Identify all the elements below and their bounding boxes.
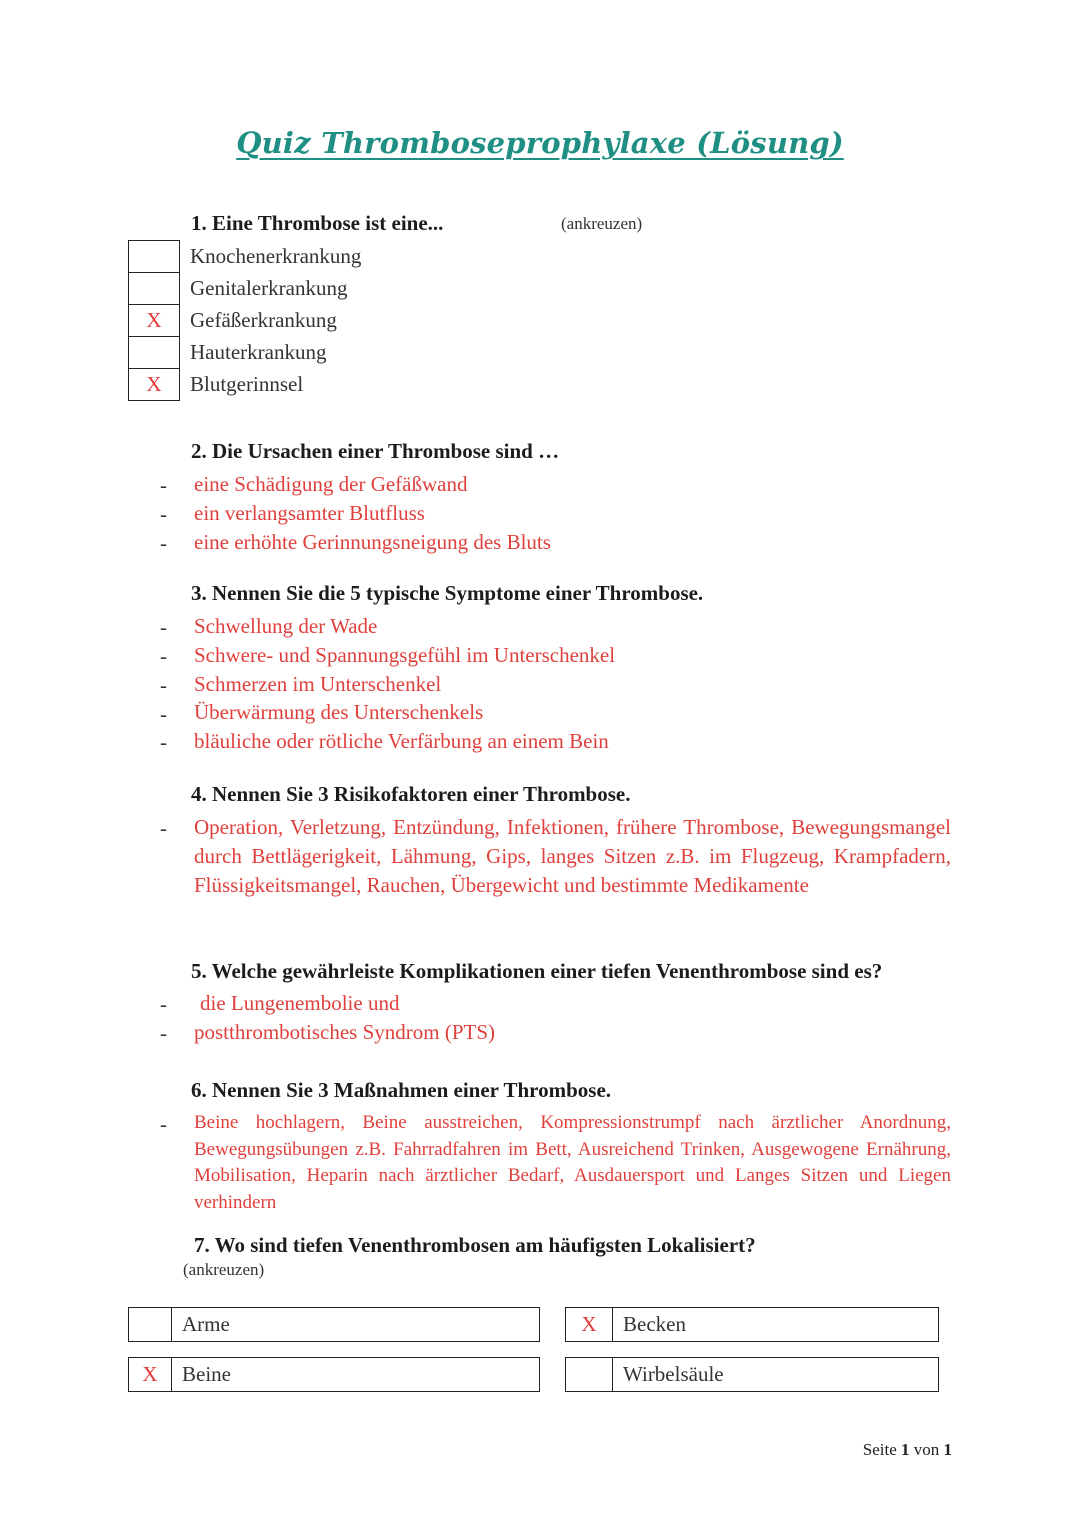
question-1-note: (ankreuzen)	[561, 214, 643, 233]
option-label: Knochenerkrankung	[190, 244, 362, 268]
answer-item: eine Schädigung der Gefäßwand	[194, 472, 468, 496]
answer-item: bläuliche oder rötliche Verfärbung an einem Bein	[194, 729, 609, 753]
answer-item: Schwellung der Wade	[194, 614, 378, 638]
answer-item: postthrombotisches Syndrom (PTS)	[194, 1020, 496, 1044]
answer-item: Schwere- und Spannungsgefühl im Unterschenkel	[194, 643, 616, 667]
checkbox[interactable]: X	[129, 305, 180, 337]
bullet-dash: -	[160, 615, 167, 639]
location-option-wirbelsaeule	[565, 1357, 939, 1392]
question-1-options	[128, 240, 362, 401]
bullet-dash: -	[160, 502, 167, 526]
current-page: 1	[901, 1440, 910, 1459]
checkbox[interactable]: X	[129, 1358, 172, 1391]
option-label: Gefäßerkrankung	[190, 308, 337, 332]
option-row	[129, 337, 362, 369]
bullet-dash: -	[160, 992, 167, 1016]
location-option-beine	[128, 1357, 540, 1392]
answer-paragraph: Operation, Verletzung, Entzündung, Infektionen, frühere Thrombose, Bewegungsmangel durch Bettlägerigkeit, Lähmung, Gips, langes Sitzen z.B. im Flugzeug, Krampfadern, Flüssigkeitsmangel, Rauchen, Übergewicht und bestimmte Medikamente	[194, 815, 951, 897]
question-5: 5. Welche gewährleiste Komplikationen einer tiefen Venenthrombose sind es?	[191, 959, 883, 983]
checkbox[interactable]: X	[129, 369, 180, 401]
checkbox[interactable]: X	[566, 1308, 613, 1341]
page-title: Quiz Thromboseprophylaxe (Lösung)	[236, 126, 844, 160]
location-option-arme	[128, 1307, 540, 1342]
bullet-dash: -	[160, 1112, 167, 1136]
question-6: 6. Nennen Sie 3 Maßnahmen einer Thrombose.	[191, 1078, 612, 1102]
bullet-dash: -	[160, 1021, 167, 1045]
checkbox[interactable]	[566, 1358, 613, 1391]
option-row	[129, 305, 362, 337]
answer-item: die Lungenembolie und	[200, 991, 400, 1015]
option-row	[129, 273, 362, 305]
checkbox[interactable]	[129, 1308, 172, 1341]
answer-item: Schmerzen im Unterschenkel	[194, 672, 442, 696]
option-label: Wirbelsäule	[623, 1362, 724, 1386]
checkbox[interactable]	[129, 273, 180, 305]
answer-paragraph: Beine hochlagern, Beine ausstreichen, Kompressionstrumpf nach ärztlicher Anordnung, Bewegungsübungen z.B. Fahrradfahren im Bett, Ausreichend Trinken, Ausgewogene Ernährung, Mobilisation, Heparin nach ärztlicher Bedarf, Ausdauersport und Langes Sitzen und Liegen verhindern	[194, 1112, 951, 1213]
checkbox[interactable]	[129, 337, 180, 369]
bullet-dash: -	[160, 702, 167, 726]
page-prefix: Seite	[862, 1440, 897, 1459]
location-option-becken	[565, 1307, 939, 1342]
question-2: 2. Die Ursachen einer Thrombose sind …	[191, 439, 560, 463]
bullet-dash: -	[160, 644, 167, 668]
answer-item: eine erhöhte Gerinnungsneigung des Bluts	[194, 530, 551, 554]
option-label: Blutgerinnsel	[190, 372, 304, 396]
checkbox[interactable]	[129, 241, 180, 273]
bullet-dash: -	[160, 673, 167, 697]
bullet-dash: -	[160, 531, 167, 555]
question-4: 4. Nennen Sie 3 Risikofaktoren einer Thrombose.	[191, 782, 631, 806]
bullet-dash: -	[160, 730, 167, 754]
question-1: 1. Eine Thrombose ist eine...	[191, 211, 444, 235]
answer-item: Überwärmung des Unterschenkels	[194, 700, 484, 724]
option-row	[129, 241, 362, 273]
option-label: Arme	[182, 1312, 230, 1336]
question-7: 7. Wo sind tiefen Venenthrombosen am häufigsten Lokalisiert?	[194, 1233, 756, 1257]
option-row	[129, 369, 362, 401]
answer-item: ein verlangsamter Blutfluss	[194, 501, 425, 525]
page-number	[863, 1440, 952, 1460]
bullet-dash: -	[160, 816, 167, 840]
option-label: Hauterkrankung	[190, 340, 327, 364]
question-7-note: (ankreuzen)	[183, 1260, 265, 1279]
question-3: 3. Nennen Sie die 5 typische Symptome einer Thrombose.	[191, 581, 704, 605]
option-label: Genitalerkrankung	[190, 276, 348, 300]
page-middle: von	[913, 1440, 940, 1459]
option-label: Beine	[182, 1362, 231, 1386]
total-pages: 1	[943, 1440, 952, 1459]
bullet-dash: -	[160, 473, 167, 497]
option-label: Becken	[623, 1312, 686, 1336]
